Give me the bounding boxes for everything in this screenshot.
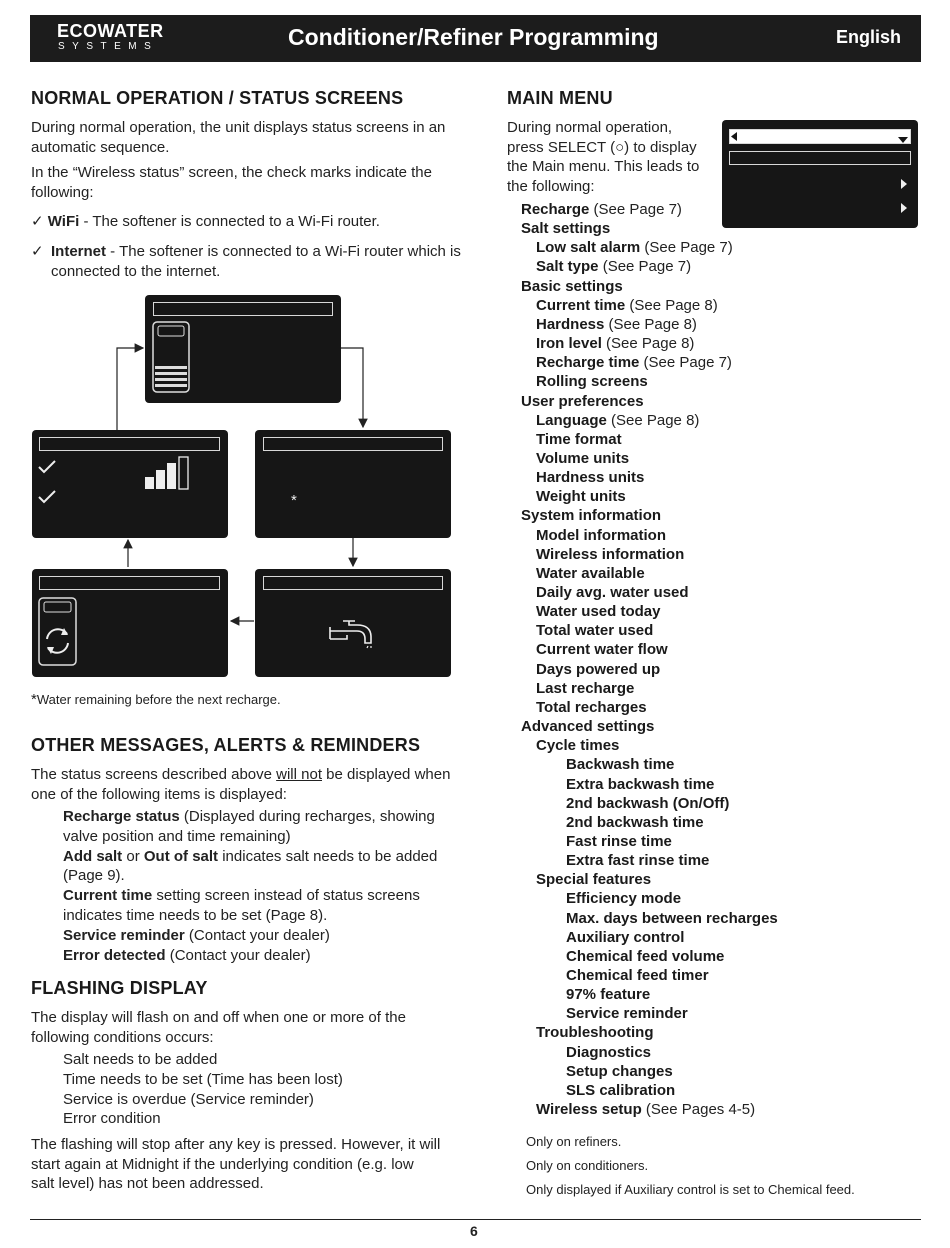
menu-selected-row (729, 151, 911, 165)
logo-sub: SYSTEMS (58, 41, 159, 52)
list-item: Error detected (Contact your dealer) (63, 946, 311, 964)
menu-item (536, 431, 622, 448)
menu-item (566, 948, 724, 965)
menu-item (521, 393, 644, 410)
menu-item-label: Iron level (536, 335, 602, 353)
menu-item (566, 776, 714, 793)
menu-item-note: (See Page 7) (598, 258, 692, 276)
menu-item-label: Service reminder (566, 1005, 688, 1023)
screen-title-bar (729, 129, 911, 144)
menu-item (536, 488, 626, 505)
menu-item-label: Hardness (536, 315, 605, 333)
arrow-right-icon (901, 203, 907, 213)
menu-item (536, 412, 699, 429)
softener-unit-icon (152, 321, 190, 393)
menu-item (536, 527, 666, 544)
internet-term: Internet (51, 243, 107, 260)
menu-item-label: Wireless information (536, 545, 685, 563)
menu-item (566, 1063, 673, 1080)
menu-item-label: Last recharge (536, 679, 635, 697)
menu-item-label: Cycle times (536, 737, 620, 755)
other-messages-intro: The status screens described above will not be displayed when one of the following items is displayed: (31, 766, 451, 803)
main-menu-intro: During normal operation, press SELECT (○) to display the Main menu. This leads to the following: (507, 119, 700, 195)
menu-item-label: 2nd backwash (On/Off) (566, 794, 730, 812)
normal-operation-heading: NORMAL OPERATION / STATUS SCREENS (31, 88, 404, 108)
menu-item (536, 622, 653, 639)
list-item: Recharge status (Displayed during recharges, showing valve position and time remaining) (63, 808, 435, 845)
list-item: Time needs to be set (Time has been lost) (63, 1070, 343, 1088)
menu-item (536, 239, 733, 256)
menu-item (566, 833, 672, 850)
menu-item-label: Total recharges (536, 698, 647, 716)
other-messages-list (63, 807, 453, 965)
list-item: Service is overdue (Service reminder) (63, 1090, 314, 1108)
menu-item (566, 1044, 651, 1061)
status-screen-water-remaining (255, 430, 451, 538)
menu-item-label: Current time (536, 296, 626, 314)
menu-item-label: Setup changes (566, 1062, 673, 1080)
menu-item-label: User preferences (521, 392, 644, 410)
footnote-text: Water remaining before the next recharge. (36, 692, 281, 707)
menu-item (566, 1082, 675, 1099)
menu-item (536, 335, 694, 352)
menu-item-note: (See Page 8) (606, 411, 700, 429)
menu-item (521, 507, 661, 524)
menu-item (536, 871, 651, 888)
internet-desc: - The softener is connected to a Wi-Fi router which is connected to the internet. (51, 243, 461, 280)
menu-item (566, 814, 704, 831)
signal-strength-icon (144, 456, 200, 490)
footnote-mark: * (31, 691, 37, 708)
menu-item (566, 910, 778, 927)
menu-item (566, 756, 674, 773)
menu-item-label: Special features (536, 871, 652, 889)
menu-item (536, 565, 645, 582)
logo-main: ECOWATER (57, 21, 164, 41)
checkmark-icon (38, 460, 56, 474)
flashing-conditions (63, 1050, 343, 1129)
menu-item-label: Fast rinse time (566, 832, 672, 850)
menu-item-label: Recharge time (536, 354, 640, 372)
menu-item-label: SLS calibration (566, 1081, 676, 1099)
menu-item (566, 852, 709, 869)
menu-item-label: Weight units (536, 488, 626, 506)
menu-item-label: 2nd backwash time (566, 813, 704, 831)
status-screen-recharge (32, 569, 228, 677)
faucet-icon (327, 617, 377, 649)
checkmark-icon (38, 490, 56, 504)
menu-item (521, 220, 610, 237)
menu-item-note: (See Page 7) (639, 354, 732, 372)
menu-item-label: Basic settings (521, 277, 623, 295)
menu-item-label: Chemical feed volume (566, 947, 725, 965)
other-messages-heading: OTHER MESSAGES, ALERTS & REMINDERS (31, 735, 421, 755)
screen-title-bar (153, 302, 333, 316)
recharge-cycle-icon (38, 597, 78, 667)
menu-item (536, 297, 718, 314)
menu-item (536, 258, 691, 275)
screen-footnote (31, 690, 281, 710)
menu-item-label: Diagnostics (566, 1043, 652, 1061)
screen-title-bar (39, 576, 220, 590)
menu-item-label: Language (536, 411, 607, 429)
footnote-refiners: Only on refiners. (526, 1134, 622, 1149)
list-item: Error condition (63, 1110, 161, 1128)
menu-item-note: (See Page 8) (601, 335, 695, 353)
menu-item (536, 450, 629, 467)
menu-item-label: Low salt alarm (536, 239, 641, 257)
menu-item-note: (See Page 8) (604, 315, 697, 333)
menu-item-label: Days powered up (536, 660, 661, 678)
menu-item (536, 1024, 654, 1041)
menu-item-label: Troubleshooting (536, 1024, 654, 1042)
menu-item-note: (See Page 7) (640, 239, 733, 257)
status-screen-water-flow (255, 569, 451, 677)
menu-item-label: Recharge (521, 201, 590, 218)
main-menu-heading: MAIN MENU (507, 88, 613, 108)
menu-item-label: Salt settings (521, 220, 611, 238)
menu-item (566, 986, 650, 1003)
menu-item-label: Extra backwash time (566, 775, 715, 793)
menu-item-label: Chemical feed timer (566, 967, 709, 984)
status-screen-unit (145, 295, 341, 403)
menu-item (566, 890, 681, 907)
menu-item (521, 201, 682, 218)
menu-item (536, 373, 648, 390)
menu-item-label: Current water flow (536, 641, 668, 659)
menu-item-label: Rolling screens (536, 373, 648, 391)
menu-item (566, 929, 684, 946)
screen-title-bar (263, 437, 443, 451)
page-title: Conditioner/Refiner Programming (288, 24, 659, 50)
flashing-intro: The display will flash on and off when one or more of the following conditions occurs: (31, 1009, 406, 1046)
list-item: Service reminder (Contact your dealer) (63, 926, 330, 944)
page-number: 6 (470, 1223, 478, 1239)
menu-item-label: Water used today (536, 603, 661, 621)
menu-item-label: 97% feature (566, 986, 651, 1004)
menu-item (566, 1005, 688, 1022)
status-screen-wireless (32, 430, 228, 538)
menu-item (536, 354, 732, 371)
menu-item (536, 680, 634, 697)
menu-item-note: (See Page 7) (589, 201, 682, 218)
normal-operation-para2: In the “Wireless status” screen, the check marks indicate the following: (31, 164, 432, 201)
menu-item-label: Extra fast rinse time (566, 852, 710, 870)
arrow-right-icon (901, 179, 907, 189)
menu-item-label: Salt type (536, 258, 599, 276)
menu-item-label: Water available (536, 564, 645, 582)
check-icon: ✓ (31, 213, 44, 230)
menu-item-note: (See Page 8) (625, 296, 718, 314)
footer-rule (30, 1219, 921, 1220)
menu-item-label: Advanced settings (521, 718, 655, 736)
menu-item-label: Efficiency mode (566, 890, 682, 908)
flashing-heading: FLASHING DISPLAY (31, 978, 208, 998)
footnote-conditioners: Only on conditioners. (526, 1158, 649, 1173)
menu-item (521, 718, 654, 735)
menu-item-label: Wireless setup (536, 1101, 642, 1119)
menu-item (536, 584, 689, 601)
arrow-down-icon (898, 137, 908, 143)
list-item: Add salt or Out of salt indicates salt needs to be added (Page 9). (63, 847, 438, 885)
menu-item (521, 278, 623, 295)
menu-item (536, 641, 668, 658)
menu-item-label: Daily avg. water used (536, 584, 689, 601)
footnote-chemical-feed: Only displayed if Auxiliary control is set to Chemical feed. (526, 1182, 855, 1197)
menu-item-note: (See Pages 4-5) (641, 1101, 756, 1119)
arrow-left-icon (731, 132, 737, 141)
wifi-term: WiFi (47, 213, 80, 230)
water-remaining-asterisk: * (291, 492, 297, 509)
menu-item-label: Time format (536, 430, 622, 448)
menu-item (536, 1101, 755, 1118)
menu-item (536, 316, 697, 333)
flashing-closing: The flashing will stop after any key is pressed. However, it will start again at Midnight if the underlying condition (e.g. low salt level) has not been addressed. (31, 1136, 441, 1192)
menu-item (566, 795, 729, 812)
menu-item (566, 967, 709, 984)
menu-item-label: Model information (536, 526, 666, 544)
menu-item-label: Hardness units (536, 469, 645, 487)
menu-item-label: Volume units (536, 449, 630, 467)
menu-item-label: System information (521, 507, 662, 525)
wifi-desc: - The softener is connected to a Wi-Fi router. (79, 213, 380, 230)
screen-title-bar (263, 576, 443, 590)
main-menu-screen (722, 120, 918, 228)
menu-item-label: Total water used (536, 622, 654, 640)
normal-operation-para1: During normal operation, the unit displays status screens in an automatic sequence. (31, 119, 446, 156)
menu-item (536, 546, 684, 563)
menu-item (536, 603, 660, 620)
menu-item (536, 737, 619, 754)
screen-title-bar (39, 437, 220, 451)
menu-item-label: Max. days between recharges (566, 909, 778, 927)
language-label: English (836, 27, 902, 47)
list-item: Current time setting screen instead of status screens indicates time needs to be set (Page 8). (63, 887, 420, 924)
menu-item (536, 661, 660, 678)
menu-item-label: Backwash time (566, 756, 675, 774)
check-icon: ✓ (31, 243, 44, 260)
menu-item-label: Auxiliary control (566, 928, 685, 946)
list-item: Salt needs to be added (63, 1051, 218, 1068)
menu-item (536, 699, 647, 716)
menu-item (536, 469, 644, 486)
